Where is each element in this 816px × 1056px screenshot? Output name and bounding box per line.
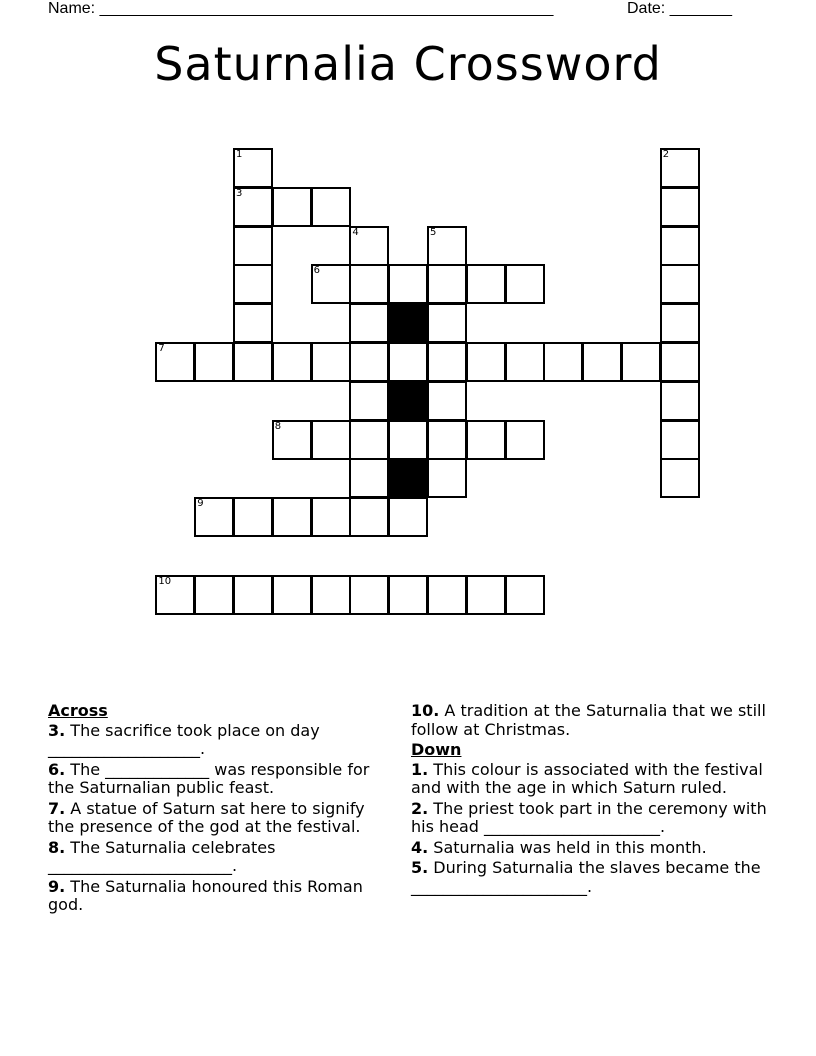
grid-cell[interactable] bbox=[505, 264, 545, 304]
clue-number-label: 9 bbox=[197, 498, 204, 510]
across-clue bbox=[48, 878, 388, 915]
grid-cell[interactable] bbox=[194, 497, 234, 537]
grid-cell[interactable] bbox=[388, 264, 428, 304]
clue-number-label: 4 bbox=[352, 226, 359, 238]
clue-number: 3. bbox=[48, 720, 66, 740]
clue-text: Saturnalia was held in this month. bbox=[428, 837, 707, 857]
page-title: Saturnalia Crossword bbox=[154, 37, 662, 91]
grid-cell[interactable] bbox=[272, 342, 312, 382]
grid-cell[interactable] bbox=[660, 381, 700, 421]
grid-cell[interactable] bbox=[311, 420, 351, 460]
clue-text: A tradition at the Saturnalia that we still follow at Christmas. bbox=[411, 701, 766, 739]
grid-cell[interactable] bbox=[311, 264, 351, 304]
grid-cell[interactable] bbox=[505, 342, 545, 382]
grid-cell[interactable] bbox=[233, 264, 273, 304]
grid-cell[interactable] bbox=[272, 420, 312, 460]
down-heading: Down bbox=[411, 740, 462, 759]
grid-cell[interactable] bbox=[194, 342, 234, 382]
clue-number: 10. bbox=[411, 701, 440, 720]
grid-cell[interactable] bbox=[311, 342, 351, 382]
clue-number-label: 7 bbox=[158, 343, 165, 354]
clue-number-label: 1 bbox=[236, 149, 243, 160]
grid-cell[interactable] bbox=[427, 458, 467, 498]
grid-cell[interactable] bbox=[660, 187, 700, 227]
down-clue bbox=[411, 859, 776, 896]
grid-cell[interactable] bbox=[427, 342, 467, 382]
clue-text: The Saturnalia celebrates _______________________. bbox=[48, 837, 276, 875]
clue-number: 8. bbox=[48, 837, 66, 857]
grid-cell[interactable] bbox=[505, 420, 545, 460]
across-clue bbox=[48, 722, 388, 759]
grid-cell[interactable] bbox=[349, 226, 389, 266]
grid-cell[interactable] bbox=[505, 575, 545, 615]
date-field: Date: _______ bbox=[627, 0, 732, 17]
clue-number: 5. bbox=[411, 858, 429, 877]
clue-text: The _____________ was responsible for the Saturnalian public feast. bbox=[48, 759, 370, 797]
grid-cell[interactable] bbox=[311, 497, 351, 537]
grid-cell[interactable] bbox=[233, 187, 273, 227]
clue-text: This colour is associated with the festival and with the age in which Saturn ruled. bbox=[411, 759, 763, 797]
clue-number-label: 6 bbox=[313, 265, 320, 277]
grid-cell[interactable] bbox=[582, 342, 622, 382]
grid-cell[interactable] bbox=[155, 342, 195, 382]
grid-cell[interactable] bbox=[311, 575, 351, 615]
across-clue bbox=[48, 839, 388, 876]
clue-number-label: 5 bbox=[430, 226, 437, 238]
grid-cell[interactable] bbox=[233, 303, 273, 343]
grid-cell[interactable] bbox=[427, 264, 467, 304]
down-clue bbox=[411, 839, 776, 858]
grid-cell[interactable] bbox=[660, 226, 700, 266]
clue-text: The Saturnalia honoured this Roman god. bbox=[48, 876, 363, 914]
grid-cell[interactable] bbox=[427, 420, 467, 460]
grid-cell[interactable] bbox=[388, 342, 428, 382]
clue-text: The priest took part in the ceremony with his head ______________________. bbox=[411, 798, 767, 836]
grid-cell[interactable] bbox=[660, 458, 700, 498]
down-clue bbox=[411, 761, 776, 798]
black-square bbox=[388, 458, 428, 498]
clue-text: The sacrifice took place on day ___________________. bbox=[48, 720, 320, 758]
grid-cell[interactable] bbox=[466, 264, 506, 304]
grid-cell[interactable] bbox=[233, 226, 273, 266]
grid-cell[interactable] bbox=[311, 187, 351, 227]
grid-cell[interactable] bbox=[349, 303, 389, 343]
grid-cell[interactable] bbox=[272, 187, 312, 227]
clue-number-label: 10 bbox=[158, 575, 172, 587]
grid-cell[interactable] bbox=[466, 342, 506, 382]
grid-cell[interactable] bbox=[660, 148, 700, 188]
clue-number: 2. bbox=[411, 798, 429, 818]
grid-cell[interactable] bbox=[233, 575, 273, 615]
grid-cell[interactable] bbox=[233, 342, 273, 382]
grid-cell[interactable] bbox=[349, 264, 389, 304]
grid-cell[interactable] bbox=[466, 420, 506, 460]
grid-cell[interactable] bbox=[543, 342, 583, 382]
grid-cell[interactable] bbox=[660, 420, 700, 460]
grid-cell[interactable] bbox=[388, 497, 428, 537]
across-clue bbox=[48, 800, 388, 837]
clue-number: 7. bbox=[48, 798, 66, 818]
grid-cell[interactable] bbox=[194, 575, 234, 615]
clue-number-label: 2 bbox=[662, 149, 670, 160]
grid-cell[interactable] bbox=[660, 342, 700, 382]
grid-cell[interactable] bbox=[349, 420, 389, 460]
clue-number-label: 3 bbox=[236, 187, 243, 199]
grid-cell[interactable] bbox=[660, 303, 700, 343]
clues-right-column bbox=[411, 702, 776, 898]
clue-number: 4. bbox=[411, 837, 429, 857]
down-clue bbox=[411, 800, 776, 837]
clue-number: 6. bbox=[48, 759, 66, 779]
clue-number: 1. bbox=[411, 759, 429, 779]
grid-cell[interactable] bbox=[427, 303, 467, 343]
grid-cell[interactable] bbox=[349, 575, 389, 615]
grid-cell[interactable] bbox=[272, 575, 312, 615]
grid-cell[interactable] bbox=[660, 264, 700, 304]
grid-cell[interactable] bbox=[427, 226, 467, 266]
black-square bbox=[388, 381, 428, 421]
grid-cell[interactable] bbox=[233, 497, 273, 537]
grid-cell[interactable] bbox=[466, 575, 506, 615]
across-clue bbox=[48, 761, 388, 798]
black-square bbox=[388, 303, 428, 343]
clue-text: During Saturnalia the slaves became the ______________________. bbox=[411, 858, 761, 896]
grid-cell[interactable] bbox=[349, 342, 389, 382]
across-clue bbox=[411, 702, 776, 739]
grid-cell[interactable] bbox=[427, 575, 467, 615]
clue-number: 9. bbox=[48, 876, 66, 896]
across-clues bbox=[48, 702, 388, 917]
grid-cell[interactable] bbox=[621, 342, 661, 382]
clue-text: A statue of Saturn sat here to signify the presence of the god at the festival. bbox=[48, 798, 365, 836]
grid-cell[interactable] bbox=[233, 148, 273, 188]
grid-cell[interactable] bbox=[349, 497, 389, 537]
grid-cell[interactable] bbox=[427, 381, 467, 421]
grid-cell[interactable] bbox=[349, 381, 389, 421]
across-heading: Across bbox=[48, 701, 108, 720]
clue-number-label: 8 bbox=[274, 420, 282, 432]
grid-cell[interactable] bbox=[388, 420, 428, 460]
grid-cell[interactable] bbox=[155, 575, 195, 615]
grid-cell[interactable] bbox=[388, 575, 428, 615]
grid-cell[interactable] bbox=[349, 458, 389, 498]
name-field: Name: ___________________________________________________ bbox=[48, 0, 554, 17]
grid-cell[interactable] bbox=[272, 497, 312, 537]
